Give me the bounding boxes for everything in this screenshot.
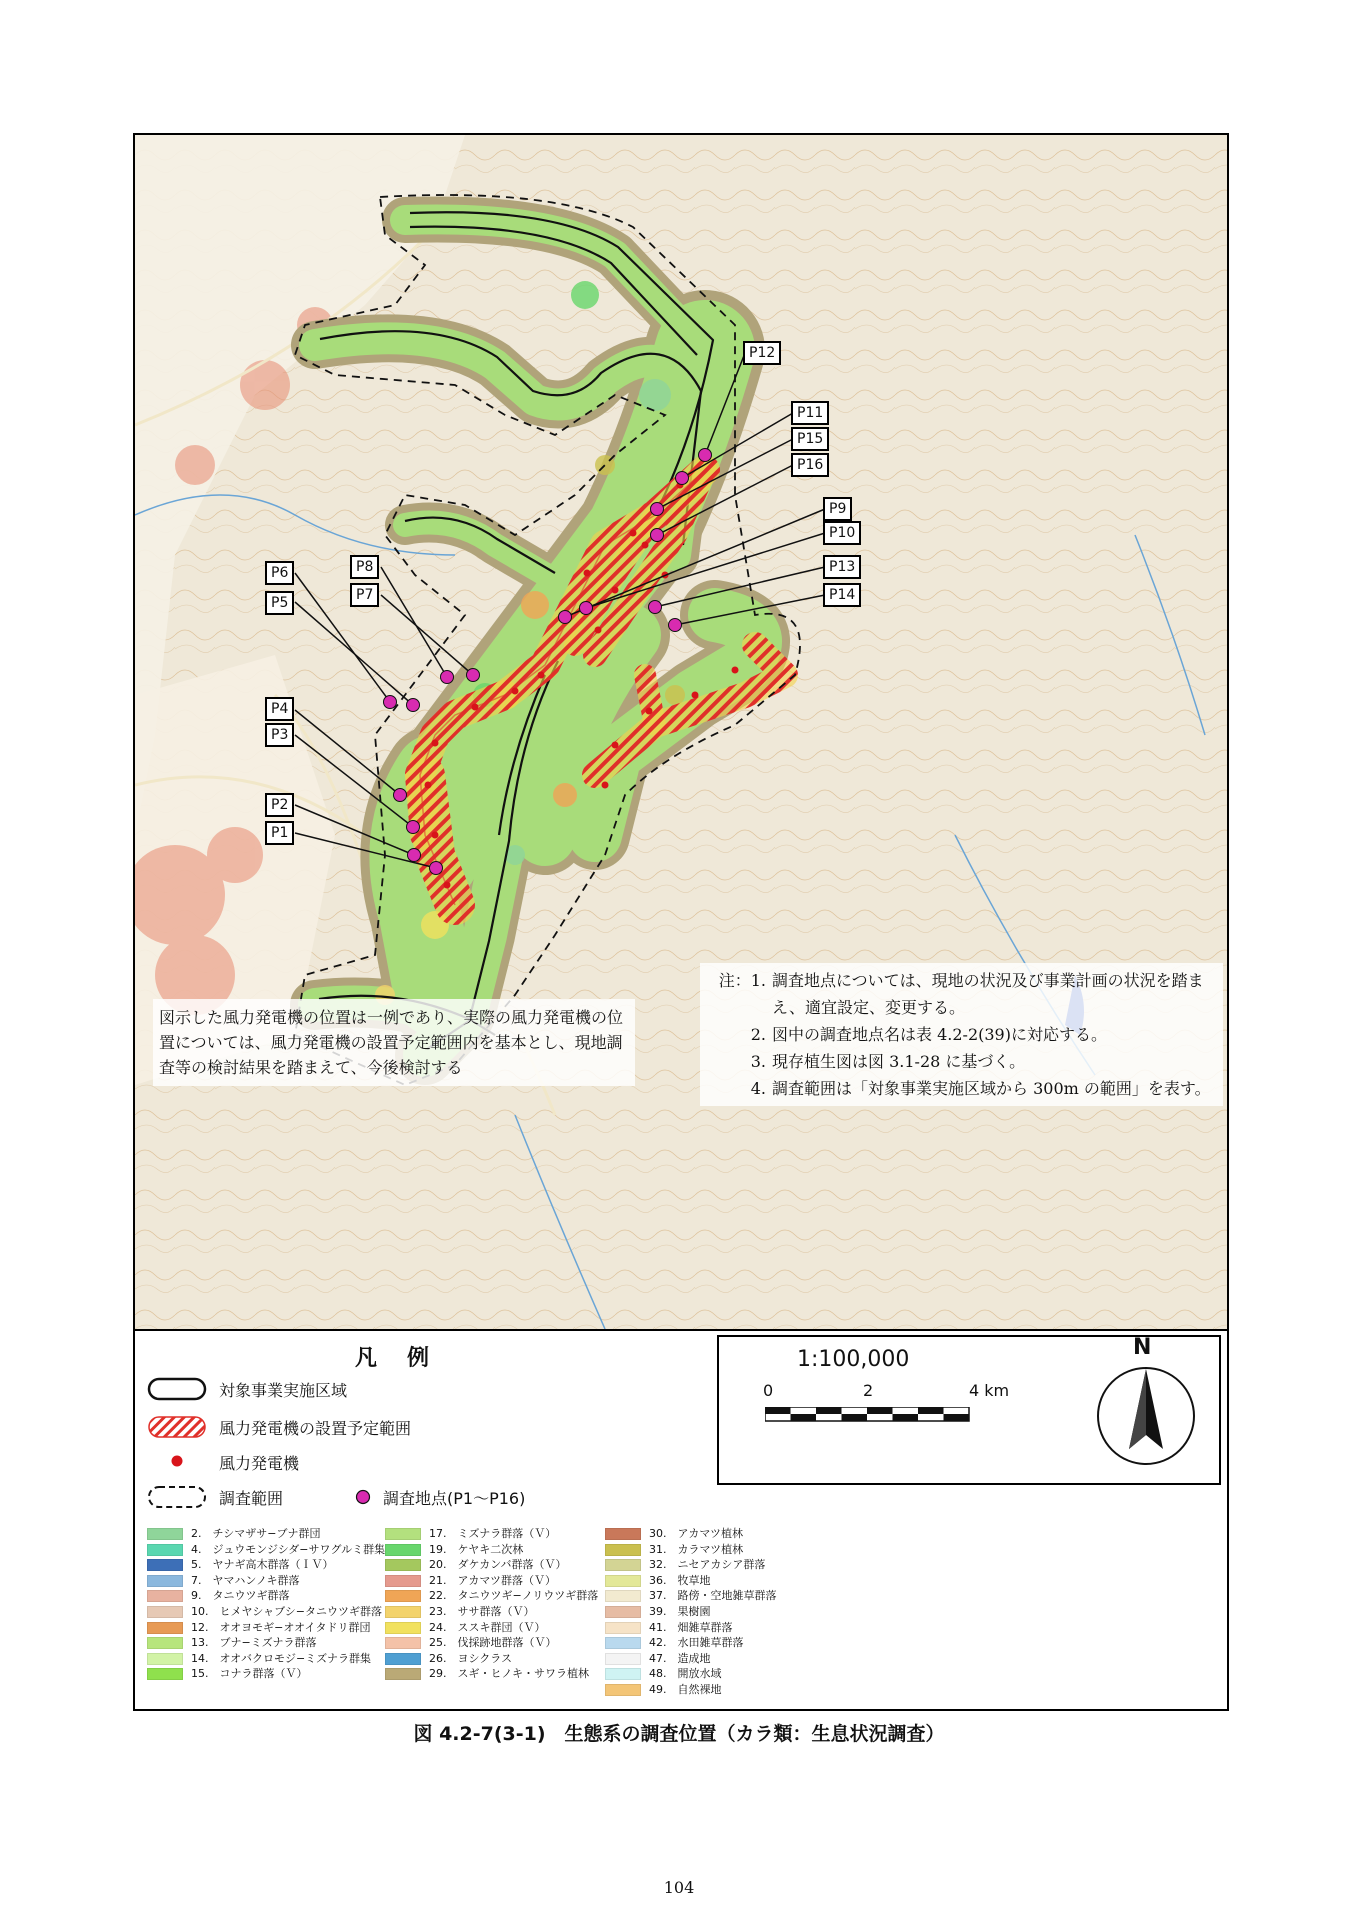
vegetation-legend-item (147, 1574, 300, 1588)
vegetation-label: 12. オオヨモギ−オオイタドリ群団 (191, 1620, 371, 1634)
turbine-position-note: 図示した風力発電機の位置は一例であり、実際の風力発電機の位置については、風力発電機の設置予定範囲内を基本とし、現地調査等の検討結果を踏まえて、今後検討する (153, 999, 635, 1086)
vegetation-legend-item (385, 1652, 512, 1666)
legend-survey-range-label: 調査範囲 (219, 1489, 284, 1508)
vegetation-legend-item (605, 1621, 733, 1635)
vegetation-swatch (605, 1575, 641, 1587)
vegetation-label: 37. 路傍・空地雑草群落 (649, 1589, 777, 1603)
vegetation-label: 49. 自然裸地 (649, 1683, 722, 1696)
vegetation-label: 7. ヤマハンノキ群落 (191, 1573, 300, 1587)
vegetation-legend-item (147, 1589, 290, 1603)
note-3-number: 3. (750, 1052, 766, 1071)
survey-point-marker-p11[interactable] (675, 471, 689, 485)
vegetation-swatch (385, 1575, 421, 1587)
note-prefix: 注： (718, 971, 751, 990)
survey-point-marker-p6[interactable] (383, 695, 397, 709)
vegetation-legend-item (147, 1667, 308, 1681)
survey-point-marker-p8[interactable] (440, 670, 454, 684)
vegetation-legend-item (385, 1621, 546, 1635)
point-label-p1[interactable]: P1 (265, 821, 294, 845)
vegetation-legend-item (605, 1652, 711, 1666)
survey-point-marker-p9[interactable] (579, 601, 593, 615)
vegetation-swatch (385, 1622, 421, 1634)
vegetation-swatch (385, 1606, 421, 1618)
notes-box (700, 963, 1223, 1106)
point-label-p7[interactable]: P7 (350, 583, 379, 607)
vegetation-label: 31. カラマツ植林 (649, 1542, 744, 1556)
vegetation-label: 42. 水田雑草群落 (649, 1636, 744, 1650)
north-arrow-icon (1091, 1361, 1201, 1471)
vegetation-legend-item (605, 1667, 722, 1681)
vegetation-swatch (605, 1528, 641, 1540)
vegetation-swatch (147, 1653, 183, 1665)
vegetation-swatch (147, 1544, 183, 1556)
note-3-text: 現存植生図は図 3.1-28 に基づく。 (772, 1052, 1026, 1071)
vegetation-legend-item (385, 1527, 556, 1541)
note-2-number: 2. (750, 1025, 766, 1044)
vegetation-legend-item (147, 1636, 317, 1650)
point-label-p14[interactable]: P14 (823, 583, 861, 607)
note-3 (704, 1048, 1219, 1075)
vegetation-legend-item (605, 1683, 722, 1697)
vegetation-legend-item (605, 1605, 711, 1619)
vegetation-legend-item (147, 1527, 321, 1541)
vegetation-legend-item (605, 1589, 777, 1603)
vegetation-legend-item (605, 1574, 711, 1588)
vegetation-swatch (385, 1590, 421, 1602)
vegetation-swatch (605, 1668, 641, 1680)
scale-tick-0: 0 (763, 1381, 774, 1400)
vegetation-swatch (147, 1668, 183, 1680)
vegetation-legend-item (147, 1621, 371, 1635)
vegetation-legend-item (147, 1558, 334, 1572)
point-label-p16[interactable]: P16 (791, 453, 829, 477)
vegetation-legend-item (385, 1605, 535, 1619)
vegetation-swatch (385, 1544, 421, 1556)
point-label-p8[interactable]: P8 (350, 555, 379, 579)
survey-point-marker-p3[interactable] (406, 820, 420, 834)
vegetation-label: 10. ヒメヤシャブシ−タニウツギ群落 (191, 1605, 382, 1618)
survey-point-marker-p15[interactable] (650, 502, 664, 516)
vegetation-label: 2. チシマザサ−ブナ群団 (191, 1527, 321, 1540)
vegetation-legend-item (385, 1574, 556, 1588)
vegetation-label: 19. ケヤキ二次林 (429, 1542, 524, 1556)
vegetation-label: 41. 畑雑草群落 (649, 1620, 733, 1634)
vegetation-legend-item (147, 1605, 382, 1619)
scale-box (717, 1335, 1221, 1485)
vegetation-label: 21. アカマツ群落（Ｖ） (429, 1573, 557, 1587)
note-1-text: 調査地点については、現地の状況及び事業計画の状況を踏まえ、適宜設定、変更する。 (772, 971, 1204, 1017)
scale-bar (765, 1407, 979, 1427)
note-2 (704, 1021, 1219, 1048)
vegetation-swatch (605, 1637, 641, 1649)
note-4-text: 調査範囲は「対象事業実施区域から 300m の範囲」を表す。 (772, 1079, 1211, 1098)
vegetation-label: 9. タニウツギ群落 (191, 1589, 290, 1603)
map-area[interactable] (135, 135, 1227, 1329)
vegetation-swatch (147, 1575, 183, 1587)
vegetation-swatch (605, 1606, 641, 1618)
legend-title: 凡例 (355, 1346, 460, 1371)
vegetation-swatch (385, 1668, 421, 1680)
point-label-p12[interactable]: P12 (743, 341, 781, 365)
vegetation-label: 22. タニウツギ−ノリウツギ群落 (429, 1589, 599, 1603)
survey-point-marker-p12[interactable] (698, 448, 712, 462)
legend-turbine-range-symbol (149, 1417, 205, 1437)
vegetation-label: 26. ヨシクラス (429, 1651, 512, 1665)
point-label-p15[interactable]: P15 (791, 427, 829, 451)
vegetation-swatch (147, 1637, 183, 1649)
vegetation-label: 24. ススキ群団（Ｖ） (429, 1620, 546, 1634)
vegetation-legend-item (605, 1636, 744, 1650)
legend-project-area-symbol (149, 1379, 205, 1399)
point-label-p5[interactable]: P5 (265, 591, 294, 615)
north-label: N (1133, 1335, 1152, 1360)
vegetation-swatch (605, 1559, 641, 1571)
vegetation-legend-item (605, 1543, 743, 1557)
point-label-p2[interactable]: P2 (265, 793, 294, 817)
scale-tick-2: 2 (863, 1381, 874, 1400)
note-2-text: 図中の調査地点名は表 4.2-2(39)に対応する。 (772, 1025, 1107, 1044)
survey-point-marker-p1[interactable] (429, 861, 443, 875)
page-number: 104 (663, 1878, 695, 1897)
vegetation-swatch (147, 1559, 183, 1571)
vegetation-swatch (385, 1528, 421, 1540)
point-label-p4[interactable]: P4 (265, 697, 294, 721)
note-1-number: 1. (750, 971, 766, 990)
vegetation-label: 23. ササ群落（Ｖ） (429, 1605, 535, 1618)
vegetation-label: 13. ブナ−ミズナラ群落 (191, 1636, 317, 1650)
survey-point-marker-p10[interactable] (558, 610, 572, 624)
vegetation-swatch (385, 1637, 421, 1649)
vegetation-swatch (605, 1653, 641, 1665)
vegetation-swatch (147, 1528, 183, 1540)
vegetation-label: 47. 造成地 (649, 1651, 711, 1665)
vegetation-legend-item (605, 1527, 743, 1541)
vegetation-label: 4. ジュウモンジシダ−サワグルミ群集 (191, 1542, 386, 1556)
vegetation-label: 36. 牧草地 (649, 1573, 711, 1587)
legend-turbine-symbol (172, 1456, 183, 1467)
legend-survey-point-label: 調査地点(P1～P16) (383, 1489, 526, 1508)
survey-point-marker-p13[interactable] (648, 600, 662, 614)
vegetation-label: 15. コナラ群落（Ｖ） (191, 1667, 308, 1681)
vegetation-label: 39. 果樹園 (649, 1605, 711, 1618)
survey-point-marker-p5[interactable] (406, 698, 420, 712)
vegetation-label: 20. ダケカンバ群落（Ｖ） (429, 1558, 567, 1572)
scale-ratio: 1:100,000 (797, 1347, 910, 1372)
point-label-p11[interactable]: P11 (791, 401, 829, 425)
vegetation-swatch (605, 1544, 641, 1556)
legend-survey-range-symbol (149, 1487, 205, 1507)
legend-symbols (145, 1375, 215, 1535)
vegetation-label: 30. アカマツ植林 (649, 1527, 744, 1540)
vegetation-legend-item (385, 1636, 557, 1650)
vegetation-legend-item (385, 1667, 589, 1681)
note-4-number: 4. (750, 1079, 766, 1098)
vegetation-label: 14. オオバクロモジ−ミズナラ群集 (191, 1651, 371, 1665)
legend-turbine-range-label: 風力発電機の設置予定範囲 (219, 1419, 412, 1438)
vegetation-label: 29. スギ・ヒノキ・サワラ植林 (429, 1667, 589, 1681)
vegetation-swatch (385, 1559, 421, 1571)
note-1 (704, 967, 1219, 1021)
legend-panel (135, 1329, 1227, 1711)
point-label-p10[interactable]: P10 (823, 521, 861, 545)
figure-frame (133, 133, 1229, 1711)
vegetation-swatch (385, 1653, 421, 1665)
survey-point-marker-p7[interactable] (466, 668, 480, 682)
vegetation-swatch (147, 1606, 183, 1618)
vegetation-swatch (605, 1622, 641, 1634)
vegetation-label: 25. 伐採跡地群落（Ｖ） (429, 1636, 557, 1650)
vegetation-swatch (605, 1590, 641, 1602)
vegetation-label: 5. ヤナギ高木群落（ＩＶ） (191, 1558, 334, 1572)
figure-caption: 図 4.2-7(3-1) 生態系の調査位置（カラ類：生息状況調査） (413, 1723, 945, 1745)
vegetation-legend-item (385, 1589, 598, 1603)
map-drawing (135, 135, 1227, 1329)
note-4 (704, 1075, 1219, 1102)
survey-point-marker-p4[interactable] (393, 788, 407, 802)
vegetation-legend-item (147, 1652, 371, 1666)
legend-project-area-label: 対象事業実施区域 (219, 1381, 348, 1400)
point-label-p9[interactable]: P9 (823, 497, 852, 521)
vegetation-swatch (147, 1590, 183, 1602)
vegetation-label: 48. 開放水域 (649, 1667, 722, 1681)
point-label-p13[interactable]: P13 (823, 555, 861, 579)
vegetation-swatch (147, 1622, 183, 1634)
survey-point-marker-p16[interactable] (650, 528, 664, 542)
point-label-p6[interactable]: P6 (265, 561, 294, 585)
vegetation-legend-item (147, 1543, 385, 1557)
survey-point-marker-p14[interactable] (668, 618, 682, 632)
vegetation-legend-item (385, 1558, 567, 1572)
vegetation-swatch (605, 1684, 641, 1696)
survey-point-marker-p2[interactable] (407, 848, 421, 862)
point-label-p3[interactable]: P3 (265, 723, 294, 747)
vegetation-legend-item (385, 1543, 523, 1557)
vegetation-legend-item (605, 1558, 765, 1572)
vegetation-label: 32. ニセアカシア群落 (649, 1558, 766, 1572)
vegetation-label: 17. ミズナラ群落（Ｖ） (429, 1527, 557, 1540)
scale-tick-4: 4 km (969, 1381, 1010, 1400)
legend-turbine-label: 風力発電機 (219, 1454, 300, 1473)
legend-survey-point-symbol (353, 1487, 373, 1507)
